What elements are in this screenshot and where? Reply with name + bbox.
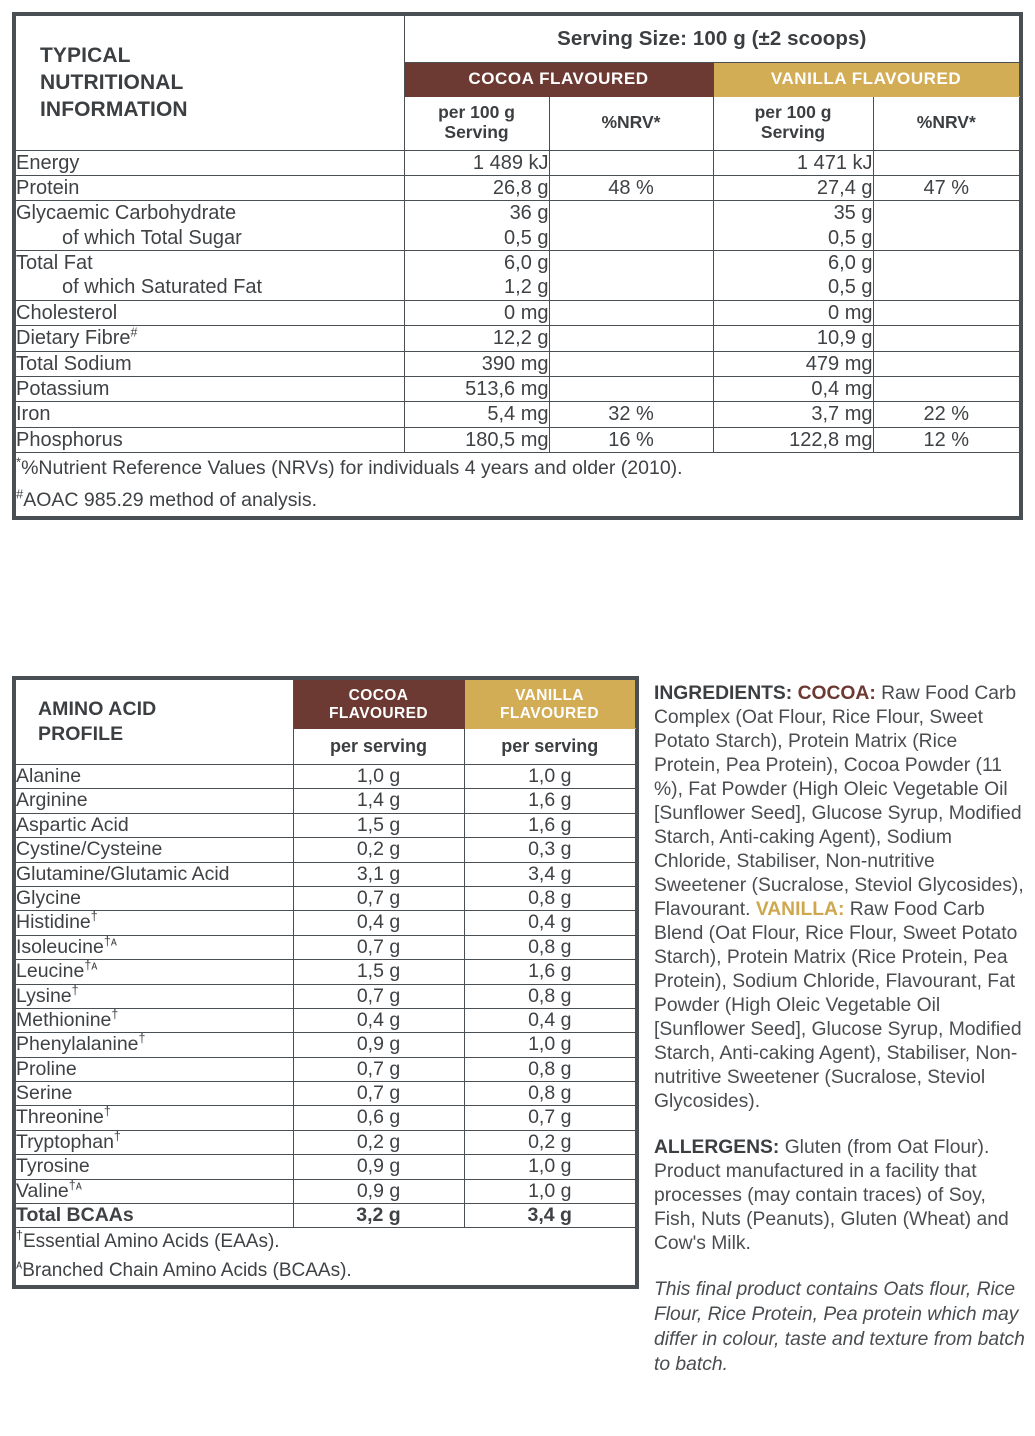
footnote-marker: ᴀ — [16, 1257, 23, 1272]
amino-value-cocoa: 0,7 g — [293, 886, 464, 910]
col-header-line-1: per 100 g — [438, 102, 515, 123]
nrv-vanilla — [873, 377, 1019, 402]
nrv-vanilla — [873, 251, 1019, 276]
amino-value-cocoa: 1,5 g — [293, 960, 464, 984]
table-row — [16, 377, 1019, 402]
table-row — [16, 1082, 635, 1106]
amino-value-vanilla: 3,4 g — [464, 862, 635, 886]
table-row — [16, 201, 1019, 226]
table-row — [16, 765, 635, 789]
table-row — [16, 813, 635, 837]
flavour-line-1: COCOA — [348, 687, 409, 705]
nrv-vanilla: 47 % — [873, 175, 1019, 200]
amino-title-line-2: PROFILE — [38, 723, 124, 746]
title-line-1: TYPICAL — [40, 43, 131, 67]
value-vanilla: 1 471 kJ — [713, 150, 873, 175]
footnote-bcaa — [16, 1257, 635, 1286]
amino-acid-name: Glutamine/Glutamic Acid — [16, 862, 293, 886]
col-header-line-1: per 100 g — [754, 102, 832, 123]
batch-disclaimer: This final product contains Oats flour, Rice Flour, Rice Protein, Pea protein which may differ in colour, taste and texture from batch to batch. — [654, 1279, 1025, 1376]
amino-value-vanilla: 1,6 g — [464, 789, 635, 813]
amino-acid-name: Histidine† — [16, 911, 293, 935]
nrv-cocoa — [549, 275, 713, 300]
nutrition-table-body — [16, 150, 1019, 453]
amino-acid-name: Cystine/Cysteine — [16, 838, 293, 862]
amino-footnote-block — [16, 1228, 635, 1286]
amino-title-line-1: AMINO ACID — [38, 698, 157, 721]
table-row — [16, 1008, 635, 1032]
value-cocoa: 1,2 g — [404, 275, 549, 300]
nrv-cocoa — [549, 351, 713, 376]
amino-flavour-header-cocoa — [293, 681, 464, 729]
footnote-aoac — [16, 485, 1019, 517]
nutrient-label: of which Total Sugar — [16, 226, 404, 251]
amino-value-cocoa: 0,6 g — [293, 1106, 464, 1130]
value-vanilla: 35 g — [713, 201, 873, 226]
table-row — [16, 175, 1019, 200]
amino-acid-name: Alanine — [16, 765, 293, 789]
nutrition-table-footnotes — [16, 453, 1019, 517]
amino-col-header-cocoa: per serving — [293, 729, 464, 765]
col-header-cocoa-nrv: %NRV* — [549, 96, 713, 150]
nrv-cocoa — [549, 150, 713, 175]
amino-value-cocoa: 0,4 g — [293, 911, 464, 935]
spacer — [654, 1114, 1026, 1136]
amino-acid-header-group — [16, 681, 635, 765]
table-row — [16, 150, 1019, 175]
nrv-cocoa — [549, 226, 713, 251]
amino-flavour-row — [16, 681, 635, 729]
footnote-marker: † — [16, 1229, 23, 1244]
amino-acid-name: Methionine† — [16, 1008, 293, 1032]
value-cocoa: 0,5 g — [404, 226, 549, 251]
value-cocoa: 36 g — [404, 201, 549, 226]
table-row — [16, 427, 1019, 452]
col-header-vanilla-nrv: %NRV* — [873, 96, 1019, 150]
cocoa-ingredients-text: Raw Food Carb Complex (Oat Flour, Rice Flour, Sweet Potato Starch), Protein Matrix (Rice Protein, Pea Protein), Cocoa Powder (11 %), Fat Powder (High Oleic Vegetable Oil [Sunflower Seed], Glucose Syrup, Modified Starch, Anti-caking Agent), Sodium Chloride, Stabiliser, Non-nutritive Sweetener (Sucralose, Steviol Glycosides), Flavourant. — [654, 683, 1024, 921]
amino-value-vanilla: 0,2 g — [464, 1130, 635, 1154]
amino-value-vanilla: 1,6 g — [464, 813, 635, 837]
amino-acid-table-body — [16, 765, 635, 1228]
serving-size-row — [16, 16, 1019, 62]
table-row — [16, 351, 1019, 376]
amino-acid-name: Lysine† — [16, 984, 293, 1008]
value-cocoa: 390 mg — [404, 351, 549, 376]
nrv-vanilla — [873, 300, 1019, 325]
nrv-cocoa: 16 % — [549, 427, 713, 452]
nutrient-label: Glycaemic Carbohydrate — [16, 201, 404, 226]
cocoa-label: COCOA: — [797, 683, 876, 704]
table-row — [16, 300, 1019, 325]
value-vanilla: 0,4 mg — [713, 377, 873, 402]
nutrient-label: Total Fat — [16, 251, 404, 276]
amino-value-vanilla: 3,4 g — [464, 1204, 635, 1228]
allergens-text: Gluten (from Oat Flour). Product manufactured in a facility that processes (may contain traces) of Soy, Fish, Nuts (Peanuts), Gluten (Wheat) and Cow's Milk. — [654, 1137, 1009, 1255]
amino-value-cocoa: 1,4 g — [293, 789, 464, 813]
amino-acid-table-panel — [12, 676, 639, 1289]
footnote-marker: † — [71, 983, 79, 998]
amino-value-cocoa: 0,9 g — [293, 1155, 464, 1179]
col-header-vanilla-per100g — [713, 96, 873, 150]
flavour-line-2: FLAVOURED — [500, 704, 599, 722]
amino-value-cocoa: 0,2 g — [293, 1130, 464, 1154]
footnote-marker: † — [113, 1129, 121, 1144]
nrv-cocoa — [549, 251, 713, 276]
vanilla-label: VANILLA: — [755, 899, 845, 921]
nutrition-table — [16, 16, 1020, 516]
nrv-vanilla — [873, 275, 1019, 300]
amino-value-vanilla: 1,0 g — [464, 1033, 635, 1057]
amino-value-cocoa: 1,0 g — [293, 765, 464, 789]
flavour-line-1: VANILLA — [515, 687, 584, 705]
nrv-cocoa — [549, 300, 713, 325]
amino-acid-footnotes — [16, 1228, 635, 1286]
amino-value-vanilla: 1,0 g — [464, 1179, 635, 1203]
footnote-eaa — [16, 1228, 635, 1257]
amino-value-vanilla: 0,4 g — [464, 911, 635, 935]
table-row — [16, 789, 635, 813]
amino-value-cocoa: 0,9 g — [293, 1179, 464, 1203]
table-row — [16, 251, 1019, 276]
ingredients-heading: INGREDIENTS: — [654, 683, 793, 704]
footnote-text: AOAC 985.29 method of analysis. — [23, 488, 317, 511]
footnote-text: Essential Amino Acids (EAAs). — [22, 1231, 280, 1253]
amino-col-header-vanilla: per serving — [464, 729, 635, 765]
table-row — [16, 886, 635, 910]
nutrient-label: Phosphorus — [16, 427, 404, 452]
amino-value-cocoa: 3,1 g — [293, 862, 464, 886]
nrv-cocoa: 32 % — [549, 402, 713, 427]
amino-value-vanilla: 0,8 g — [464, 1057, 635, 1081]
value-vanilla: 3,7 mg — [713, 402, 873, 427]
value-cocoa: 1 489 kJ — [404, 150, 549, 175]
value-vanilla: 0,5 g — [713, 226, 873, 251]
amino-value-cocoa: 0,7 g — [293, 935, 464, 959]
nutrient-label: Protein — [16, 175, 404, 200]
allergens-paragraph — [654, 1136, 1026, 1256]
table-row — [16, 1130, 635, 1154]
nrv-cocoa — [549, 377, 713, 402]
value-cocoa: 26,8 g — [404, 175, 549, 200]
amino-acid-name: Arginine — [16, 789, 293, 813]
nutrient-label: Potassium — [16, 377, 404, 402]
amino-value-cocoa: 0,4 g — [293, 1008, 464, 1032]
amino-acid-name: Tryptophan† — [16, 1130, 293, 1154]
product-info-panel — [654, 682, 1026, 1378]
nutrient-label: Iron — [16, 402, 404, 427]
amino-acid-name: Threonine† — [16, 1106, 293, 1130]
footnote-text: %Nutrient Reference Values (NRVs) for individuals 4 years and older (2010). — [21, 457, 683, 480]
amino-value-cocoa: 3,2 g — [293, 1204, 464, 1228]
nrv-vanilla — [873, 226, 1019, 251]
table-row — [16, 1155, 635, 1179]
footnote-marker: † — [103, 1104, 111, 1119]
footnote-block — [16, 453, 1019, 517]
nrv-vanilla — [873, 326, 1019, 351]
table-row — [16, 911, 635, 935]
nrv-cocoa — [549, 326, 713, 351]
table-row — [16, 326, 1019, 351]
value-cocoa: 0 mg — [404, 300, 549, 325]
nutrient-label: of which Saturated Fat — [16, 275, 404, 300]
nrv-cocoa: 48 % — [549, 175, 713, 200]
allergens-heading: ALLERGENS: — [654, 1137, 780, 1159]
vanilla-ingredients-text: Raw Food Carb Blend (Oat Flour, Rice Flour, Sweet Potato Starch), Protein Matrix (Rice Protein, Pea Protein), Sodium Chloride, Flavourant, Fat Powder (High Oleic Vegetable Oil [Sunflower Seed], Glucose Syrup, Modified Starch, Anti-caking Agent), Stabiliser, Non-nutritive Sweetener (Sucralose, Steviol Glycosides). — [654, 899, 1022, 1113]
table-row — [16, 960, 635, 984]
amino-value-vanilla: 1,0 g — [464, 1155, 635, 1179]
serving-size-label: Serving Size: 100 g (±2 scoops) — [404, 16, 1019, 62]
table-row — [16, 1033, 635, 1057]
table-row — [16, 935, 635, 959]
value-cocoa: 513,6 mg — [404, 377, 549, 402]
table-row — [16, 402, 1019, 427]
amino-acid-name: Glycine — [16, 886, 293, 910]
footnote-marker: # — [16, 486, 24, 502]
footnote-nrv — [16, 453, 1019, 485]
nutrition-table-panel — [12, 12, 1023, 520]
footnote-marker: # — [130, 325, 138, 340]
title-line-2: NUTRITIONAL — [40, 71, 184, 95]
nrv-cocoa — [549, 201, 713, 226]
amino-value-vanilla: 1,6 g — [464, 960, 635, 984]
footnote-marker: †ᴀ — [103, 934, 117, 949]
flavour-header-cocoa: COCOA FLAVOURED — [404, 62, 713, 96]
nutrient-label: Cholesterol — [16, 300, 404, 325]
footnote-marker: † — [111, 1007, 119, 1022]
table-row — [16, 1179, 635, 1203]
amino-acid-name: Phenylalanine† — [16, 1033, 293, 1057]
footnote-marker: † — [90, 909, 98, 924]
amino-flavour-header-vanilla — [464, 681, 635, 729]
nrv-vanilla — [873, 351, 1019, 376]
amino-acid-name: Proline — [16, 1057, 293, 1081]
col-header-line-2: Serving — [444, 122, 509, 142]
amino-acid-name: Tyrosine — [16, 1155, 293, 1179]
amino-value-cocoa: 0,2 g — [293, 838, 464, 862]
flavour-header-vanilla: VANILLA FLAVOURED — [713, 62, 1019, 96]
table-row — [16, 1204, 635, 1228]
value-vanilla: 27,4 g — [713, 175, 873, 200]
value-cocoa: 5,4 mg — [404, 402, 549, 427]
table-row — [16, 838, 635, 862]
nrv-vanilla: 12 % — [873, 427, 1019, 452]
amino-value-cocoa: 0,7 g — [293, 1082, 464, 1106]
amino-value-cocoa: 0,7 g — [293, 1057, 464, 1081]
value-cocoa: 6,0 g — [404, 251, 549, 276]
footnote-marker: * — [16, 454, 22, 470]
amino-value-vanilla: 0,3 g — [464, 838, 635, 862]
amino-value-vanilla: 0,8 g — [464, 886, 635, 910]
amino-acid-name: Valine$^{\dagger ᴀ}$ — [16, 1179, 293, 1203]
amino-value-cocoa: 0,7 g — [293, 984, 464, 1008]
value-vanilla: 6,0 g — [713, 251, 873, 276]
value-vanilla: 0 mg — [713, 300, 873, 325]
table-row — [16, 1106, 635, 1130]
nrv-vanilla — [873, 150, 1019, 175]
amino-value-vanilla: 0,8 g — [464, 935, 635, 959]
spacer — [654, 1256, 1026, 1278]
amino-acid-name: Total BCAAs — [16, 1204, 293, 1228]
table-row — [16, 226, 1019, 251]
title-line-3: INFORMATION — [40, 98, 188, 122]
amino-acid-name: Leucine$^{\dagger ᴀ}$ — [16, 960, 293, 984]
value-vanilla: 479 mg — [713, 351, 873, 376]
footnote-marker: † — [138, 1031, 146, 1046]
amino-value-vanilla: 1,0 g — [464, 765, 635, 789]
amino-acid-name: Aspartic Acid — [16, 813, 293, 837]
value-vanilla: 122,8 mg — [713, 427, 873, 452]
table-row — [16, 275, 1019, 300]
table-row — [16, 862, 635, 886]
col-header-cocoa-per100g — [404, 96, 549, 150]
table-row — [16, 1057, 635, 1081]
flavour-line-2: FLAVOURED — [329, 704, 428, 722]
footnote-marker: †ᴀ — [68, 1178, 82, 1193]
table-row — [16, 984, 635, 1008]
amino-value-cocoa: 0,9 g — [293, 1033, 464, 1057]
nutrition-table-title — [16, 16, 404, 150]
nutrition-table-header-group — [16, 16, 1019, 150]
footnote-marker: †ᴀ — [84, 958, 98, 973]
nutrient-label: Energy — [16, 150, 404, 175]
amino-acid-name: Serine — [16, 1082, 293, 1106]
amino-value-vanilla: 0,8 g — [464, 1082, 635, 1106]
amino-acid-table — [16, 680, 636, 1285]
value-vanilla: 10,9 g — [713, 326, 873, 351]
col-header-line-2: Serving — [760, 122, 826, 142]
nutrient-label: Total Sodium — [16, 351, 404, 376]
amino-value-vanilla: 0,4 g — [464, 1008, 635, 1032]
nutrient-label: Dietary Fibre# — [16, 326, 404, 351]
amino-acid-title — [16, 681, 293, 765]
amino-acid-name: Isoleucine$^{\dagger ᴀ}$ — [16, 935, 293, 959]
amino-value-cocoa: 1,5 g — [293, 813, 464, 837]
ingredients-paragraph — [654, 682, 1026, 1114]
footnote-text: Branched Chain Amino Acids (BCAAs). — [22, 1259, 352, 1281]
amino-value-vanilla: 0,7 g — [464, 1106, 635, 1130]
value-cocoa: 12,2 g — [404, 326, 549, 351]
amino-value-vanilla: 0,8 g — [464, 984, 635, 1008]
value-vanilla: 0,5 g — [713, 275, 873, 300]
nrv-vanilla — [873, 201, 1019, 226]
value-cocoa: 180,5 mg — [404, 427, 549, 452]
nrv-vanilla: 22 % — [873, 402, 1019, 427]
